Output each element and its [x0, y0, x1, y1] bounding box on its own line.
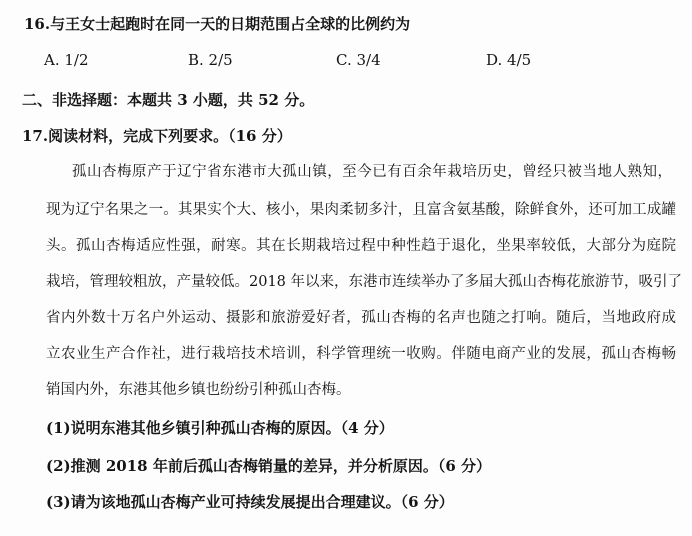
section-2-heading: 二、非选择题：本题共 3 小题，共 52 分。 [22, 91, 315, 109]
material-line-7: 销国内外，东港其他乡镇也纷纷引种孤山杏梅。 [46, 382, 351, 398]
material-line-3: 头。孤山杏梅适应性强，耐寒。其在长期栽培过程中种性趋于退化，坐果率较低，大部分为庭院 [46, 238, 676, 254]
q16-option-b: B. 2/5 [188, 51, 233, 69]
q16-option-d: D. 4/5 [486, 51, 532, 69]
material-line-4: 栽培，管理较粗放，产量较低。2018 年以来，东港市连续举办了多届大孤山杏梅花旅游节，吸引了 [46, 274, 683, 290]
question-17-stem: 17.阅读材料，完成下列要求。（16 分） [22, 127, 292, 145]
material-line-2: 现为辽宁名果之一。其果实个大、核小，果肉柔韧多汁，且富含氨基酸，除鲜食外，还可加工成罐 [46, 202, 676, 218]
q16-option-c: C. 3/4 [336, 51, 381, 69]
q16-option-a: A. 1/2 [44, 51, 89, 69]
q17-sub-question-2: (2)推测 2018 年前后孤山杏梅销量的差异，并分析原因。（6 分） [46, 457, 491, 475]
q17-sub-question-3: (3)请为该地孤山杏梅产业可持续发展提出合理建议。（6 分） [46, 493, 454, 511]
q17-sub-question-1: (1)说明东港其他乡镇引种孤山杏梅的原因。（4 分） [46, 419, 394, 437]
material-line-6: 立农业生产合作社，进行栽培技术培训，科学管理统一收购。伴随电商产业的发展，孤山杏梅畅 [46, 346, 676, 362]
material-line-1: 孤山杏梅原产于辽宁省东港市大孤山镇，至今已有百余年栽培历史，曾经只被当地人熟知， [72, 164, 672, 180]
question-16-stem: 16.与王女士起跑时在同一天的日期范围占全球的比例约为 [24, 15, 411, 33]
material-line-5: 省内外数十万名户外运动、摄影和旅游爱好者，孤山杏梅的名声也随之打响。随后，当地政府成 [46, 310, 676, 326]
